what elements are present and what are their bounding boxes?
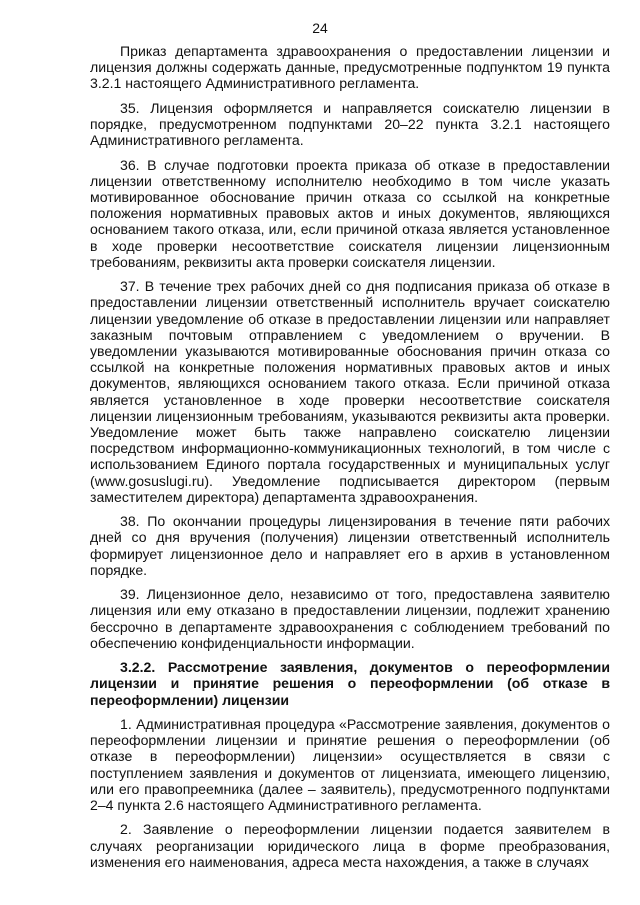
paragraph: Приказ департамента здравоохранения о предоставлении лицензии и лицензия должны содержать данные, предусмотренные подпунктом 19 пункта 3.2.1 настоящего Административного регламента. — [90, 43, 610, 92]
paragraph: 37. В течение трех рабочих дней со дня подписания приказа об отказе в предоставлении лицензии ответственный исполнитель вручает соискателю лицензии уведомление об отказе в предоставлении лицензии или направляет заказным почтовым отправлением с уведомлением о вручении. В уведомлении указываются мотивированные обоснования причин отказа со ссылкой на конкретные положения нормативных правовых актов и иных документов, являющихся основанием такого отказа. Если причиной отказа является установленное в ходе проверки несоответствие соискателя лицензии лицензионным требованиям, указываются реквизиты акта проверки. Уведомление может быть также направлено соискателю лицензии посредством информационно-коммуникационных технологий, в том числе с использованием Единого портала государственных и муниципальных услуг (www.gosuslugi.ru). Уведомление подписывается директором (первым заместителем директора) департамента здравоохранения. — [90, 278, 610, 505]
paragraph: 39. Лицензионное дело, независимо от того, предоставлена заявителю лицензия или ему отказано в предоставлении лицензии, подлежит хранению бессрочно в департаменте здравоохранения с соблюдением требований по обеспечению конфиденциальности информации. — [90, 586, 610, 651]
document-body — [90, 43, 610, 878]
paragraph: 36. В случае подготовки проекта приказа об отказе в предоставлении лицензии ответственному исполнителю необходимо в том числе указать мотивированное обоснование причин отказа со ссылкой на конкретные положения нормативных правовых актов и иных документов, являющихся основанием такого отказа, или, если причиной отказа является установленное в ходе проверки несоответствие соискателя лицензии лицензионным требованиям, реквизиты акта проверки соискателя лицензии. — [90, 156, 610, 270]
page-number: 24 — [312, 20, 328, 36]
section-heading: 3.2.2. Рассмотрение заявления, документов о переоформлении лицензии и принятие решения о переоформлении (об отказе в переоформлении) лицензии — [90, 659, 610, 708]
paragraph: 1. Административная процедура «Рассмотрение заявления, документов о переоформлении лицензии и принятие решения о переоформлении (об отказе в переоформлении) лицензии» осуществляется в связи с поступлением заявления и документов от лицензиата, имеющего лицензию, или его правопреемника (далее – заявитель), предусмотренного подпунктами 2–4 пункта 2.6 настоящего Административного регламента. — [90, 716, 610, 814]
paragraph: 38. По окончании процедуры лицензирования в течение пяти рабочих дней со дня вручения (получения) лицензии ответственный исполнитель формирует лицензионное дело и направляет его в архив в установленном порядке. — [90, 513, 610, 578]
paragraph: 35. Лицензия оформляется и направляется соискателю лицензии в порядке, предусмотренном подпунктами 20–22 пункта 3.2.1 настоящего Административного регламента. — [90, 99, 610, 149]
paragraph: 2. Заявление о переоформлении лицензии подается заявителем в случаях реорганизации юридического лица в форме преобразования, изменения его наименования, адреса места нахождения, а также в случаях — [90, 821, 610, 870]
